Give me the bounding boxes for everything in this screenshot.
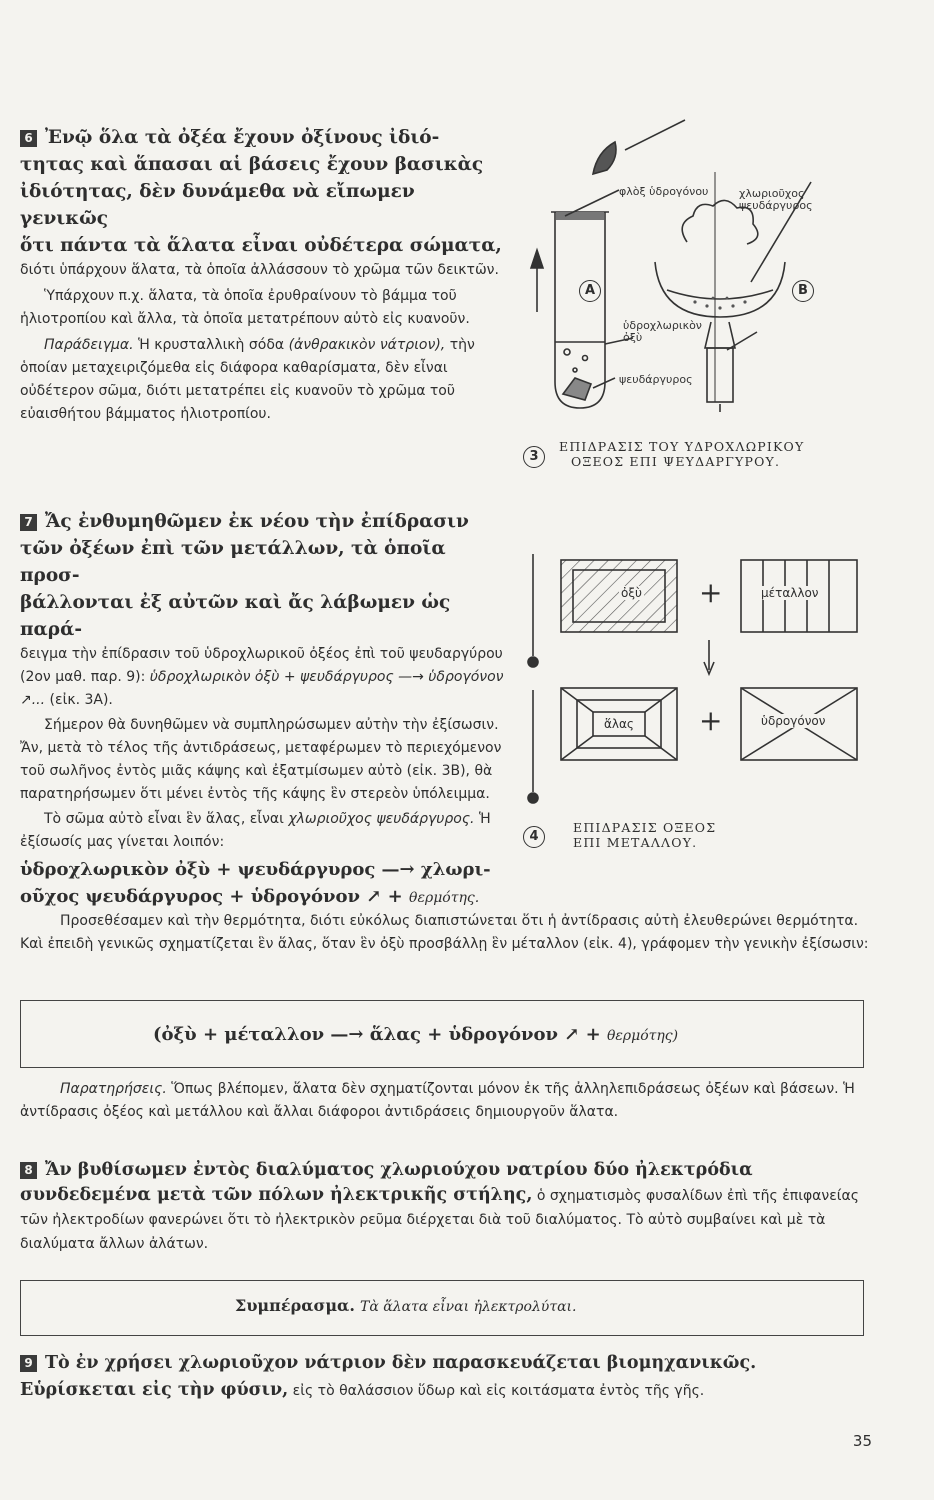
plus-sign-bottom: + [699, 704, 723, 737]
section-marker-8: 8 [20, 1162, 37, 1179]
section-7-heading-line-3: βάλλονται ἐξ αὐτῶν καὶ ἄς λάβωμεν ὡς παρά- [20, 592, 451, 640]
figure-3-drawing [515, 112, 920, 452]
section-7-text-4: Προσεθέσαμεν καὶ τὴν θερμότητα, διότι εὐκόλως διαπιστώνεται ὅτι ἡ ἀντίδρασις αὐτὴ ἐλευθερώνει θερμότητα. Καὶ ἐπειδὴ γενικῶς σχηματίζεται ἓν ἅλας, ὅταν ἓν ὀξὺ προσβάλλῃ ἓν μέταλλον (εἰκ. 4), γράφομεν τὴν γενικὴν ἐξίσωσιν: [20, 913, 869, 952]
section-7-text-1 [20, 643, 508, 712]
equation-line-2: οῦχος ψευδάργυρος + ὑδρογόνον ↗ + [20, 886, 403, 907]
section-7-text-1b: (εἰκ. 3Α). [49, 692, 113, 708]
section-6-text-1: διότι ὑπάρχουν ἅλατα, τὰ ὁποῖα ἀλλάσσουν τὸ χρῶμα τῶν δεικτῶν. [20, 262, 499, 278]
section-7-text-2: Σήμερον θὰ δυνηθῶμεν νὰ συμπληρώσωμεν αὐτὴν τὴν ἐξίσωσιν. Ἄν, μετὰ τὸ τέλος τῆς ἀντιδράσεως, μεταφέρωμεν τὸ περιεχόμενον τοῦ σωλῆνος ἐντὸς μιᾶς κάψης καὶ ἐξατμίσωμεν αὐτὸ (εἰκ. 3Β), θὰ παρατηρήσωμεν ὅτι μένει ἐντὸς τῆς κάψης ἓν στερεὸν ὑπόλειμμα. [20, 717, 502, 802]
thermometer-bulb-2 [528, 793, 538, 803]
section-9-bold: Τὸ ἐν χρήσει χλωριοῦχον νάτριον δὲν παρασκευάζεται βιομηχανικῶς. Εὑρίσκεται εἰς τὴν φύσιν, [20, 1353, 757, 1400]
box-salt-label: ἅλας [604, 717, 634, 731]
bubble [573, 368, 577, 372]
label-zinc: ψευδάργυρος [619, 373, 693, 386]
label-a: A [579, 280, 601, 302]
specific-equation [20, 856, 508, 912]
figure-3 [515, 112, 920, 482]
section-7-salt-name: χλωριοῦχος ψευδάργυρος. [288, 811, 475, 827]
box-metal-label: μέταλλον [761, 586, 819, 600]
section-9-text: εἰς τὸ θαλάσσιον ὕδωρ καὶ εἰς κοιτάσματα ἐντὸς τῆς γῆς. [292, 1383, 705, 1399]
section-8-bold: Ἄν βυθίσωμεν ἐντὸς διαλύματος χλωριούχου νατρίου δύο ἠλεκτρόδια συνδεδεμένα μετὰ τῶν πόλων ἠλεκτρικῆς στήλης, [20, 1160, 753, 1205]
section-marker-9: 9 [20, 1355, 37, 1372]
observations-text: Ὅπως βλέπομεν, ἅλατα δὲν σχηματίζονται μόνον ἐκ τῆς ἀλληλεπιδράσεως ὀξέων καὶ βάσεων. Ἡ ἀντίδρασις ὀξέος καὶ μετάλλου καὶ ἄλλαι διάφοροι ἀντιδράσεις δημιουργοῦν ἅλατα. [20, 1081, 855, 1120]
general-equation-box [20, 1000, 864, 1068]
label-flame: φλὸξ ὑδρογόνου [619, 185, 709, 198]
section-7-reaction: ὑδροχλωρικὸν ὀξὺ + ψευδάργυρος —→ ὑδρογόνον ↗... [20, 669, 504, 708]
label-b: B [792, 280, 814, 302]
section-6-heading-line-1: Ἐνῷ ὅλα τὰ ὀξέα ἔχουν ὀξίνους ἰδιό- [45, 127, 440, 148]
plus-sign-top: + [699, 576, 723, 609]
section-7-heading-line-1: Ἄς ἐνθυμηθῶμεν ἐκ νέου τὴν ἐπίδρασιν [45, 511, 469, 532]
section-9 [20, 1350, 870, 1404]
section-6-heading-line-3: ἰδιότητας, δὲν δυνάμεθα νὰ εἴπωμεν γενικῶς [20, 181, 415, 229]
equation-heat: θερμότης. [409, 890, 480, 906]
figure-4 [515, 540, 920, 860]
section-7-text-3a: Τὸ σῶμα αὐτὸ εἶναι ἓν ἅλας, εἶναι [44, 811, 284, 827]
conclusion-label: Συμπέρασμα. [235, 1296, 355, 1315]
section-7 [20, 508, 508, 912]
figure-4-caption [573, 820, 833, 850]
general-equation [153, 1021, 678, 1050]
dish-residue-line [667, 290, 773, 299]
thermometer-bulb [528, 657, 538, 667]
label-acid: ὑδροχλωρικὸν ὀξὺ [623, 319, 702, 344]
section-6-text-2: Ὑπάρχουν π.χ. ἅλατα, τὰ ὁποῖα ἐρυθραίνουν τὸ βάμμα τοῦ ἡλιοτροπίου καὶ ἄλλα, τὰ ὁποῖα μετατρέπουν αὐτὸ εἰς κυανοῦν. [20, 288, 470, 327]
section-7-text-3 [20, 808, 508, 854]
section-7-heading-line-2: τῶν ὀξέων ἐπὶ τῶν μετάλλων, τὰ ὁποῖα προσ- [20, 538, 446, 586]
figure-3-caption [559, 439, 919, 469]
page-number: 35 [852, 1432, 872, 1450]
box-acid-label: ὀξὺ [621, 586, 642, 600]
section-8 [20, 1158, 870, 1256]
example-italic: (ἀνθρακικὸν νάτριον), [288, 337, 446, 353]
figure-3-caption-line-2: ΟΞΕΟΣ ΕΠΙ ΨΕΥΔΑΡΓΥΡΟΥ. [571, 454, 781, 469]
section-marker-6: 6 [20, 130, 37, 147]
conclusion-text: Τὰ ἅλατα εἶναι ἠλεκτρολύται. [360, 1299, 577, 1315]
gas-arrow-head [531, 250, 543, 268]
example-text-b: τὴν ὁποίαν μεταχειριζόμεθα εἰς διάφορα καθαρίσματα, δὲν εἶναι οὐδέτερον σῶμα, διότι μετατρέπει εἰς κυανοῦν τὸ χρῶμα τοῦ εὐαισθήτου βάμματος ἡλιοτροπίου. [20, 337, 475, 422]
figure-4-caption-line-1: ΕΠΙΔΡΑΣΙΣ ΟΞΕΟΣ [573, 820, 717, 835]
section-6 [20, 124, 508, 426]
box-hydrogen-label: ὑδρογόνον [761, 714, 826, 728]
example-text-a: Ἡ κρυσταλλικὴ σόδα [138, 337, 285, 353]
general-equation-heat: θερμότης) [606, 1028, 679, 1044]
observations-label: Παρατηρήσεις. [60, 1081, 167, 1097]
zinc-pieces [563, 378, 591, 400]
observations [20, 1078, 870, 1124]
section-6-example [20, 334, 508, 426]
section-8-text: ὁ σχηματισμὸς φυσαλίδων ἐπὶ τῆς ἐπιφανείας τῶν ἠλεκτροδίων φανερώνει ὅτι τὸ ἠλεκτρικὸν ρεῦμα διέρχεται διὰ τοῦ διαλύματος. Τὸ αὐτὸ συμβαίνει καὶ μὲ τὰ διαλύματα ἄλλων ἀλάτων. [20, 1188, 859, 1252]
tube-mouth-shading [556, 212, 604, 220]
match-stick [625, 120, 685, 150]
figure-4-number: 4 [523, 826, 545, 848]
bubble [564, 349, 570, 355]
section-7-text-3b: Ἡ ἐξίσωσίς μας γίνεται λοιπόν: [20, 811, 491, 850]
conclusion-box [20, 1280, 864, 1336]
figure-3-number: 3 [523, 446, 545, 468]
example-label: Παράδειγμα. [44, 337, 134, 353]
general-equation-text: (ὀξὺ + μέταλλον —→ ἅλας + ὑδρογόνον ↗ + [153, 1024, 601, 1045]
test-tube [555, 212, 605, 408]
section-6-heading-line-2: τητας καὶ ἅπασαι αἱ βάσεις ἔχουν βασικὰς [20, 154, 484, 175]
label-salt: χλωριοῦχος ψευδάργυρος [739, 187, 813, 212]
equation-line-1: ὑδροχλωρικὸν ὀξὺ + ψευδάργυρος —→ χλωρι- [20, 859, 491, 880]
bubble [583, 356, 588, 361]
section-7-text-1a: δειγμα τὴν ἐπίδρασιν τοῦ ὑδροχλωρικοῦ ὀξέος ἐπὶ τοῦ ψευδαργύρου (2ον μαθ. παρ. 9): [20, 646, 503, 685]
figure-4-caption-line-2: ΕΠΙ ΜΕΤΑΛΛΟΥ. [573, 835, 698, 850]
section-marker-7: 7 [20, 514, 37, 531]
hydrogen-flame [593, 142, 616, 174]
conclusion [235, 1296, 576, 1315]
section-6-heading-line-4: ὅτι πάντα τὰ ἅλατα εἶναι οὐδέτερα σώματα, [20, 235, 502, 256]
figure-3-caption-line-1: ΕΠΙΔΡΑΣΙΣ ΤΟΥ ΥΔΡΟΧΛΩΡΙΚΟΥ [559, 439, 805, 454]
burner-body [707, 348, 733, 402]
